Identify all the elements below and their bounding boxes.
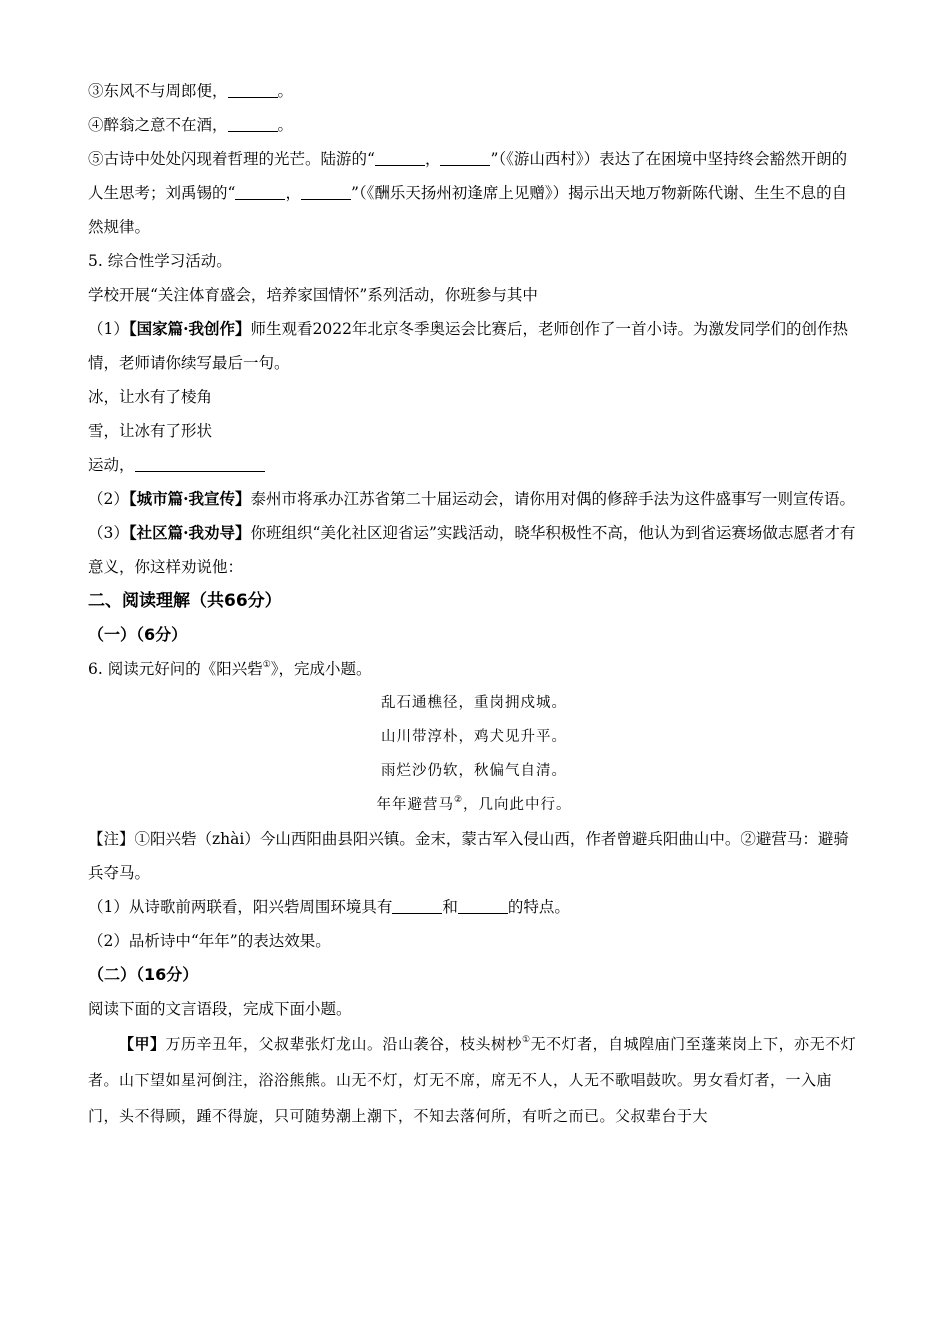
answer-blank[interactable] [135, 456, 265, 473]
poem-line-3: 运动， [88, 448, 860, 482]
passage-jia: 【甲】万历辛丑年，父叔辈张灯龙山。沿山袭谷，枝头树杪①无不灯者，自城隍庙门至蓬莱岗上下，亦无不灯者。山下望如星河倒注，浴浴熊熊。山无不灯，灯无不席，席无不人，人无不歌唱鼓吹。男女看灯者，一入庙门，头不得顾，踵不得旋，只可随势潮上潮下，不知去落何所，有听之而已。父叔辈台于大 [88, 1035, 857, 1125]
poem-line-2: 雪，让冰有了形状 [88, 422, 213, 440]
subsection-1-heading: （一）（6分） [88, 625, 188, 644]
poem-line-1: 冰，让水有了棱角 [88, 388, 213, 406]
poem-line-4: 年年避营马②，几向此中行。 [376, 795, 572, 813]
answer-blank[interactable] [440, 150, 490, 167]
question-5-part-2: （2）【城市篇·我宣传】泰州市将承办江苏省第二十届运动会，请你用对偶的修辞手法为这件盛事写一则宣传语。 [88, 489, 856, 508]
subsection-2-heading: （二）（16分） [88, 965, 199, 984]
answer-blank[interactable] [235, 184, 285, 201]
poem-line-3: 雨烂沙仍软，秋偏气自清。 [381, 763, 567, 779]
question-6-part-2: （2）品析诗中“年年”的表达效果。 [88, 932, 331, 950]
question-5-part-1: （1）【国家篇·我创作】师生观看2022年北京冬季奥运会比赛后，老师创作了一首小诗。为激发同学们的创作热情，老师请你续写最后一句。 [88, 319, 848, 372]
answer-blank[interactable] [301, 184, 351, 201]
fill-item-4: ④醉翁之意不在酒， 。 [88, 116, 294, 134]
exam-page [88, 74, 860, 1134]
fill-item-3: ③东风不与周郎便， 。 [88, 82, 294, 100]
question-5-part-3: （3）【社区篇·我劝导】你班组织“美化社区迎省运”实践活动，晓华积极性不高，他认为到省运赛场做志愿者才有意义，你这样劝说他： [88, 523, 856, 576]
section-2-heading: 二、阅读理解（共66分） [88, 591, 282, 611]
question-5-intro: 学校开展“关注体育盛会，培养家国情怀”系列活动，你班参与其中 [88, 286, 538, 304]
fill-item-5: ⑤古诗中处处闪现着哲理的光芒。陆游的“ ， ”（《游山西村》）表达了在困境中坚持终会豁然开朗的人生思考；刘禹锡的“ ， ”（《酬乐天扬州初逢席上见赠》）揭示出天地万物新陈代谢、生生不息的自然规律。 [88, 150, 848, 236]
poem-line-2: 山川带淳朴，鸡犬见升平。 [381, 729, 567, 745]
answer-blank[interactable] [228, 82, 278, 99]
answer-blank[interactable] [458, 898, 508, 915]
answer-blank[interactable] [392, 898, 442, 915]
question-6-part-1: （1）从诗歌前两联看，阳兴砦周围环境具有 和 的特点。 [88, 898, 570, 916]
poem-line-1: 乱石通樵径，重岗拥戍城。 [381, 695, 567, 711]
question-7-intro: 阅读下面的文言语段，完成下面小题。 [88, 1000, 352, 1018]
question-6-title: 6. 阅读元好问的《阳兴砦①》，完成小题。 [88, 660, 372, 678]
question-5-title: 5. 综合性学习活动。 [88, 252, 232, 270]
answer-blank[interactable] [375, 150, 425, 167]
answer-blank[interactable] [228, 116, 278, 133]
poem-note: 【注】①阳兴砦（zhài）今山西阳曲县阳兴镇。金末，蒙古军入侵山西，作者曾避兵阳曲山中。②避营马：避骑兵夺马。 [88, 830, 849, 882]
